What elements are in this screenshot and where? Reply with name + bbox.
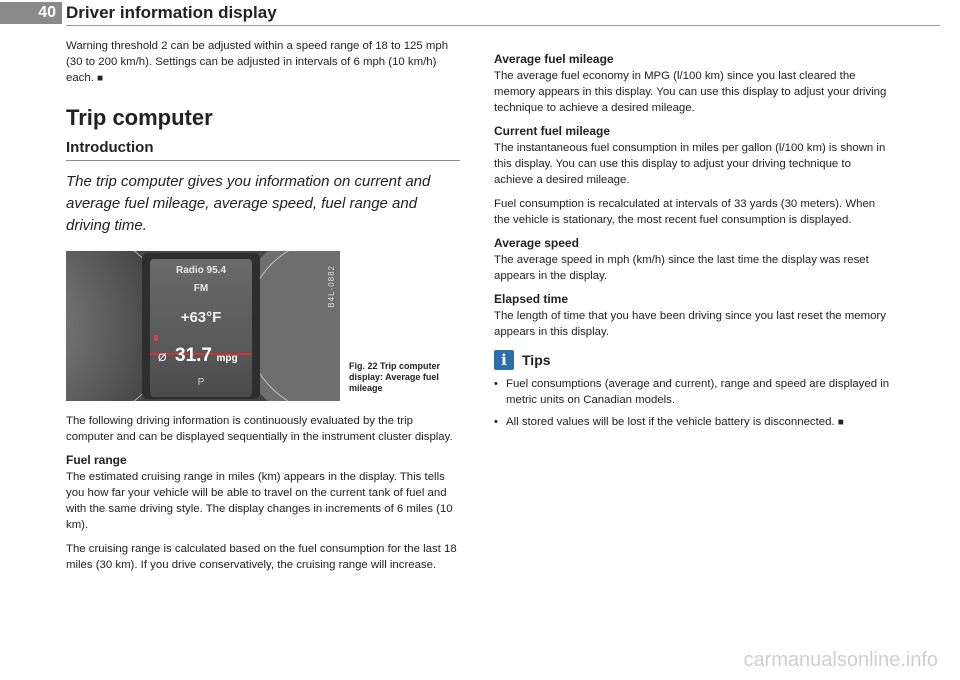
page-header	[0, 0, 960, 26]
average-fuel-mileage-heading: Average fuel mileage	[494, 52, 614, 66]
gear-indicator: P	[197, 377, 205, 388]
end-mark: ■	[837, 417, 844, 428]
average-fuel-mileage-paragraph: The average fuel economy in MPG (l/100 km) since you last cleared the memory appears in this display. You can use this display to adjust your driving technique to achieve a desired mileage.	[494, 70, 887, 114]
current-fuel-mileage-paragraph-1: The instantaneous fuel consumption in miles per gallon (l/100 km) is shown in this display. You can use this display to adjust your driving technique to achieve a desired mileage.	[494, 142, 886, 186]
right-column	[494, 52, 890, 437]
mileage-value: 31.7	[175, 345, 212, 366]
tip-item	[494, 376, 890, 408]
current-fuel-mileage-paragraph-2: Fuel consumption is recalculated at intervals of 33 yards (30 meters). When the vehicle is stationary, the most recent fuel consumption is displayed.	[494, 198, 876, 226]
radio-station: Radio 95.4	[175, 265, 227, 276]
tips-title: Tips	[522, 352, 551, 368]
elapsed-time-heading: Elapsed time	[494, 292, 569, 306]
average-speed-paragraph: The average speed in mph (km/h) since the last time the display was reset appears in the display.	[494, 254, 869, 282]
average-speed-heading: Average speed	[494, 236, 579, 250]
tip-text: Fuel consumptions (average and current), range and speed are displayed in metric units on Canadian models.	[506, 378, 890, 406]
header-divider	[66, 25, 940, 26]
bullet-icon: •	[494, 378, 498, 390]
average-symbol: Ø	[158, 352, 167, 364]
average-mileage-readout	[158, 345, 258, 367]
figure-code: B4L-0882	[327, 265, 336, 308]
outside-temperature: +63°F	[180, 309, 222, 326]
fuel-range-heading: Fuel range	[66, 453, 127, 467]
following-paragraph: The following driving information is continuously evaluated by the trip computer and can be displayed sequentially in the instrument cluster display.	[66, 415, 453, 443]
end-mark: ■	[97, 73, 104, 84]
warning-paragraph: Warning threshold 2 can be adjusted within a speed range of 18 to 125 mph (30 to 200 km/h). Settings can be adjusted in intervals of 6 mph (10 km/h) each. ■	[66, 40, 449, 84]
info-icon: i	[494, 350, 514, 370]
bullet-icon: •	[494, 416, 498, 428]
fuel-range-paragraph-2: The cruising range is calculated based on the fuel consumption for the last 18 miles (30 km). If you drive conservatively, the cruising range will increase.	[66, 543, 457, 571]
cluster-display-image	[66, 251, 340, 401]
elapsed-time-paragraph: The length of time that you have been driving since you last reset the memory appears in this display.	[494, 310, 886, 338]
tip-text: All stored values will be lost if the vehicle battery is disconnected. ■	[506, 416, 844, 428]
figure-caption: Fig. 22 Trip computer display: Average fuel mileage	[349, 361, 441, 393]
mileage-unit: mpg	[216, 353, 238, 364]
section-title: Driver information display	[66, 3, 277, 22]
page-number: 40	[0, 2, 62, 24]
tip-item	[494, 414, 890, 431]
introduction-heading: Introduction	[66, 139, 460, 161]
fuel-range-paragraph-1: The estimated cruising range in miles (km) appears in the display. This tells you how far your vehicle will be able to travel on the current tank of fuel and with the same driving style. The display changes in increments of 6 miles (10 km).	[66, 471, 453, 531]
trip-computer-heading: Trip computer	[66, 105, 213, 130]
intro-text: The trip computer gives you information on current and average fuel mileage, average speed, fuel range and driving time.	[66, 173, 431, 234]
radio-band: FM	[193, 283, 209, 294]
current-fuel-mileage-heading: Current fuel mileage	[494, 124, 611, 138]
watermark: carmanualsonline.info	[743, 649, 938, 671]
tips-header	[494, 350, 890, 370]
figure-22	[66, 251, 460, 401]
left-column	[66, 38, 460, 581]
